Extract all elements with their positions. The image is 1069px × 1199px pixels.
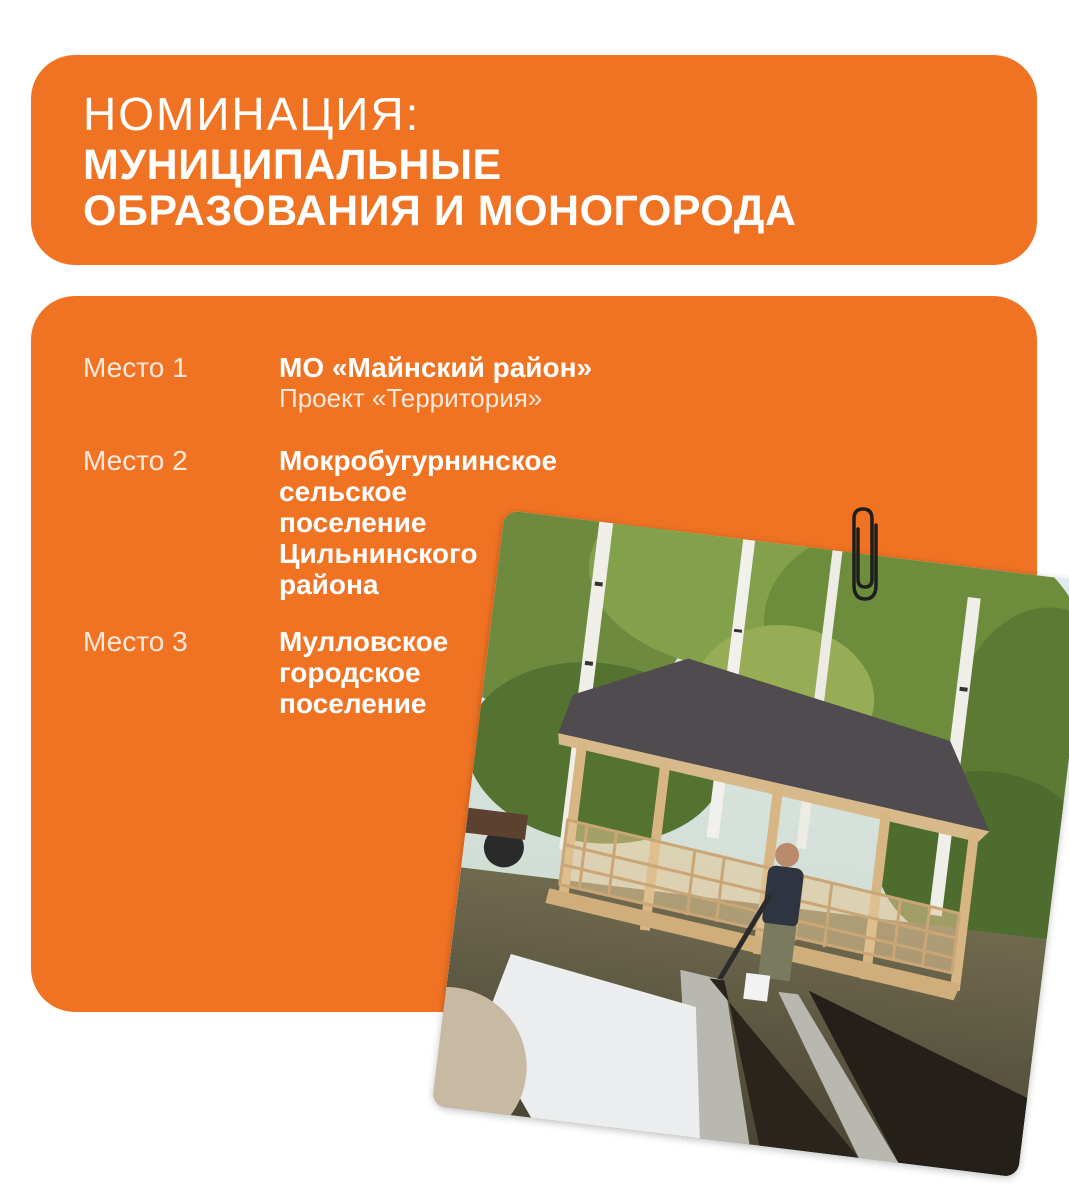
nomination-title: [83, 142, 796, 234]
gazebo-illustration: [432, 510, 1069, 1177]
place-name-line: поселение: [279, 688, 427, 719]
nomination-title-line: МУНИЦИПАЛЬНЫЕ: [83, 141, 502, 189]
place-project: Проект «Территория»: [279, 383, 543, 413]
place-name: [279, 352, 592, 383]
place-name: [279, 626, 448, 719]
place-label: Место 2: [83, 445, 188, 476]
place-name-line: Мулловское: [279, 626, 449, 657]
place-label: Место 1: [83, 352, 188, 383]
paperclip-icon: [848, 505, 888, 605]
place-name-line: Цильнинского: [279, 538, 478, 569]
place-name-line: поселение: [279, 507, 427, 538]
place-name-line: Мокробугурнинское: [279, 445, 558, 476]
nomination-label: НОМИНАЦИЯ:: [83, 88, 421, 140]
place-label: Место 3: [83, 626, 188, 657]
place-name-line: МО «Майнский район»: [279, 352, 593, 383]
place-name-line: сельское: [279, 476, 408, 507]
nomination-title-line: ОБРАЗОВАНИЯ И МОНОГОРОДА: [83, 187, 797, 235]
gazebo-photo: [429, 510, 1069, 1199]
place-name-line: района: [279, 569, 379, 600]
place-name-line: городское: [279, 657, 421, 688]
photo-frame: [432, 510, 1069, 1177]
